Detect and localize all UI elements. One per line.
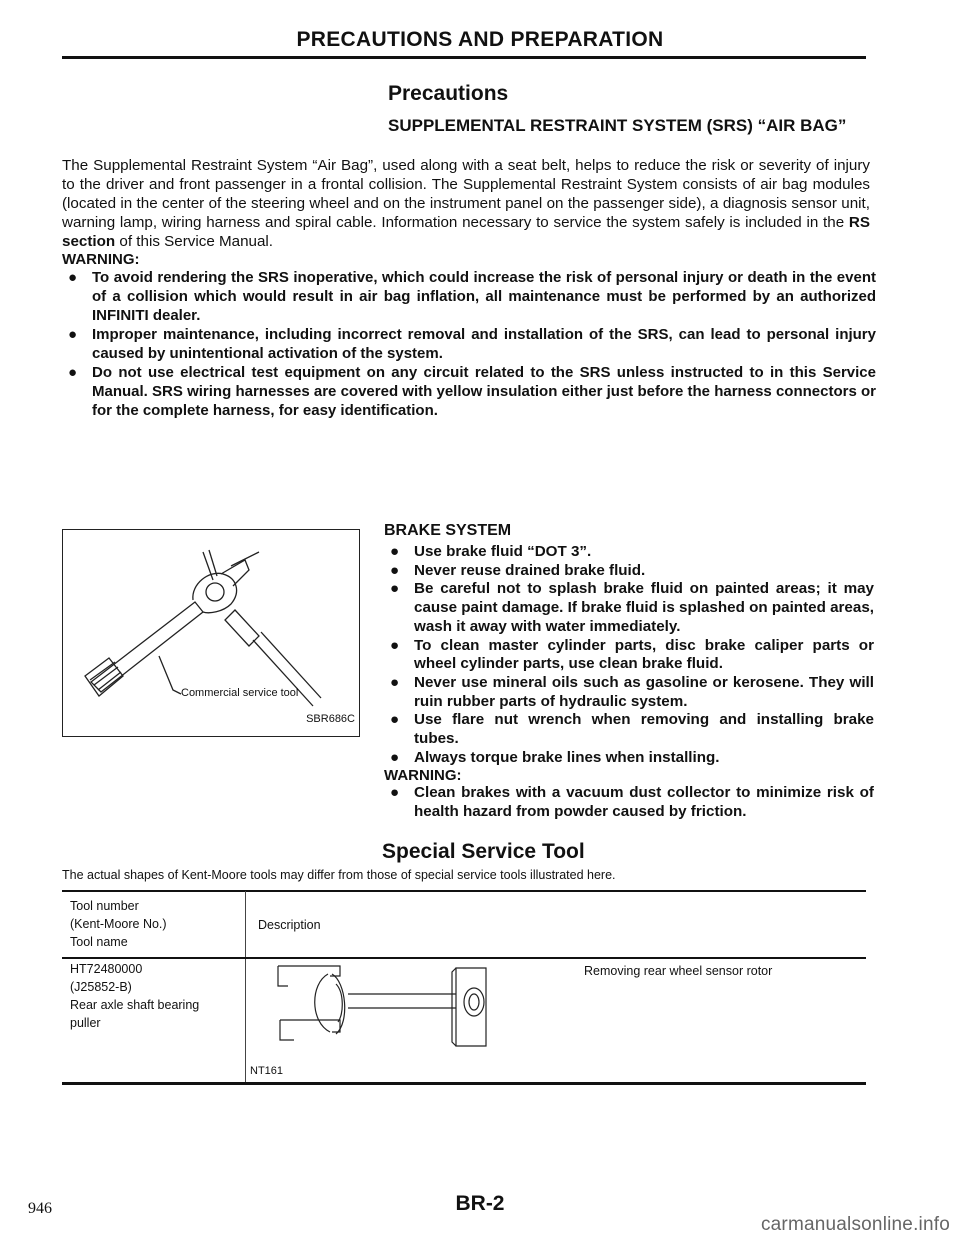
brake-item-text: Never reuse drained brake fluid. [414,561,646,579]
wrench-figure [62,529,360,737]
watermark: carmanualsonline.info [760,1214,950,1235]
table-row-tool [70,960,199,1032]
brake-item [384,749,874,768]
bullet-icon: ● [390,580,400,598]
flare-nut-wrench-illustration [63,530,359,736]
bullet-icon: ● [68,364,78,381]
bullet-icon: ● [390,561,400,579]
bullet-icon: ● [390,673,400,691]
table-top-rule [62,890,866,892]
srs-warning-label: WARNING: [62,251,140,268]
srs-heading: SUPPLEMENTAL RESTRAINT SYSTEM (SRS) “AIR BAG” [388,116,847,135]
srs-warning-text: Improper maintenance, including incorrect removal and installation of the SRS, can lead to personal injury caused by unintentional activation of the system. [92,326,876,362]
figure-code: SBR686C [306,713,355,725]
srs-paragraph [62,156,870,251]
bullet-icon: ● [390,784,400,802]
brake-warning-label: WARNING: [384,767,462,785]
bullet-icon: ● [68,326,78,343]
srs-paragraph-end: of this Service Manual. [115,233,274,250]
srs-warning-item [62,325,876,363]
brake-item-text: Use flare nut wrench when removing and installing brake tubes. [414,711,874,748]
table-header-rule [62,957,866,959]
table-header-line: Tool number [70,899,139,913]
bullet-icon: ● [390,748,400,766]
brake-item [384,562,874,581]
precautions-heading: Precautions [388,82,509,105]
tool-name: puller [70,1016,101,1030]
srs-warning-text: To avoid rendering the SRS inoperative, which could increase the risk of personal injury or death in the event of a collision which would result in air bag inflation, all maintenance must be performed by an authorized INFINITI dealer. [92,269,876,324]
rs-section-ref: RS section [62,214,870,250]
bearing-puller-illustration [270,962,530,1062]
page-number: 946 [28,1200,52,1217]
page-header-title: PRECAUTIONS AND PREPARATION [296,28,664,51]
srs-paragraph-text: The Supplemental Restraint System “Air Bag”, used along with a seat belt, helps to reduce the risk or severity of injury to the driver and front passenger in a frontal collision. The Supplemental Restraint System consists of air bag modules (located in the center of the steering wheel and on the instrument panel on the passenger side), a diagnosis sensor unit, warning lamp, wiring harness and spiral cable. Information necessary to service the system safely is included in the [62,157,870,231]
brake-item [384,543,874,562]
figure-callout: Commercial service tool [181,687,299,699]
brake-item [384,637,874,674]
brake-item-text: Use brake fluid “DOT 3”. [414,543,592,560]
header-rule [62,56,866,59]
tool-number: HT72480000 [70,962,143,976]
brake-warning-text: Clean brakes with a vacuum dust collector to minimize risk of health hazard from powder caused by friction. [414,784,874,821]
srs-warning-list [62,268,876,420]
tool-description: Removing rear wheel sensor rotor [584,964,773,978]
brake-item-text: Always torque brake lines when installing. [414,748,720,766]
brake-item-text: To clean master cylinder parts, disc brake caliper parts or wheel cylinder parts, use clean brake fluid. [414,636,874,673]
brake-system-section [384,522,874,822]
srs-warning-item [62,268,876,325]
brake-item-text: Never use mineral oils such as gasoline or kerosene. They will ruin rubber parts of hydraulic system. [414,673,874,710]
bullet-icon: ● [68,269,78,286]
table-header-tool [70,897,167,951]
brake-warning-list [384,784,874,821]
brake-item [384,711,874,748]
brake-item [384,674,874,711]
kent-moore-number: (J25852-B) [70,980,132,994]
special-service-tool-note: The actual shapes of Kent-Moore tools may differ from those of special service tools illustrated here. [62,868,616,882]
section-page-number: BR-2 [455,1192,505,1215]
table-header-line: (Kent-Moore No.) [70,917,167,931]
brake-system-list [384,543,874,767]
bullet-icon: ● [390,636,400,654]
srs-warning-block [62,251,876,420]
brake-item-text: Be careful not to splash brake fluid on painted areas; it may cause paint damage. If brake fluid is splashed on painted areas, wash it away with water immediately. [414,580,874,635]
tool-name: Rear axle shaft bearing [70,998,200,1012]
table-header-line: Tool name [70,935,128,949]
brake-item [384,580,874,636]
bullet-icon: ● [390,711,400,729]
table-column-divider [245,891,246,1082]
brake-warning-item [384,784,874,821]
srs-warning-item [62,363,876,420]
table-header-description: Description [258,918,321,932]
tool-figure-code: NT161 [250,1065,284,1077]
bullet-icon: ● [390,543,400,560]
table-bottom-rule [62,1082,866,1085]
brake-system-title: BRAKE SYSTEM [384,522,512,539]
special-service-tool-heading: Special Service Tool [382,840,585,863]
srs-warning-text: Do not use electrical test equipment on any circuit related to the SRS unless instructed to in this Service Manual. SRS wiring harnesses are covered with yellow insulation either just before the harness connectors or for the complete harness, for easy identification. [92,364,876,419]
